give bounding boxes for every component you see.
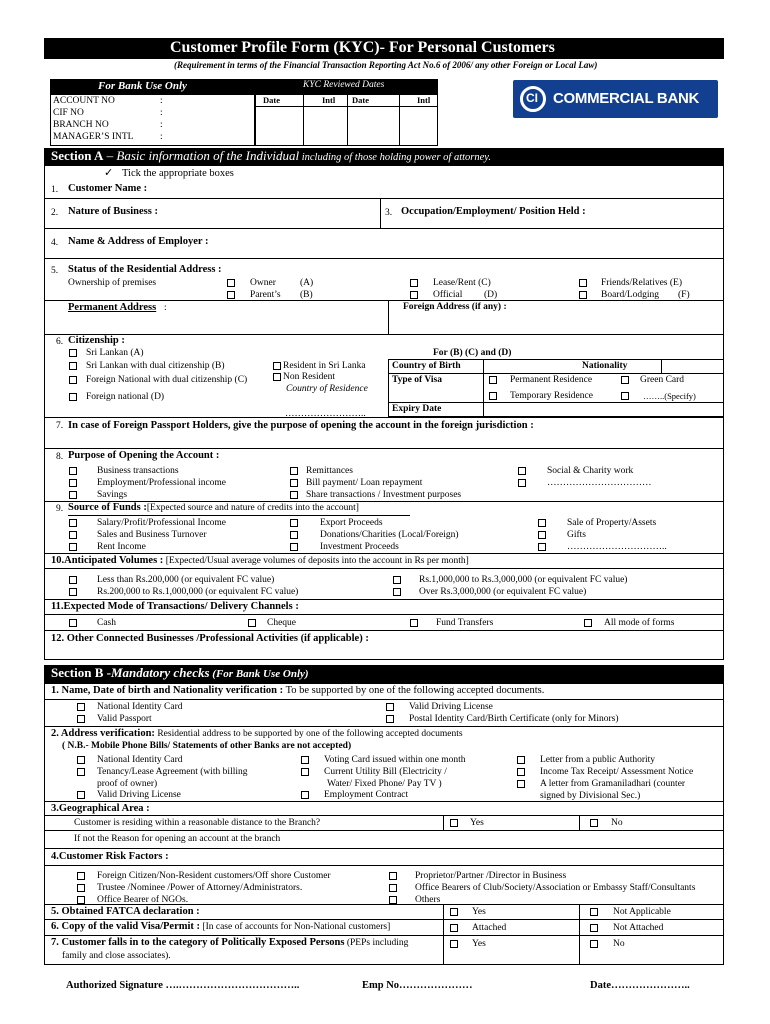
source-of-funds-heading: Source of Funds :[Expected source and nature of credits into the account] (68, 502, 359, 513)
kyc-dates-title: KYC Reviewed Dates (303, 80, 385, 90)
parents-label: Parent’s (250, 290, 281, 300)
funds-checkbox[interactable] (290, 519, 298, 527)
purpose-remittances: Remittances (306, 466, 353, 476)
mode-cash: Cash (97, 618, 116, 628)
nationality-label: Nationality (582, 361, 628, 371)
funds-gifts: Gifts (567, 530, 586, 540)
type-of-visa-label: Type of Visa (392, 375, 442, 385)
bank-use-heading: For Bank Use Only (98, 80, 187, 92)
mode-all: All mode of forms (604, 618, 675, 628)
purpose-label: Purpose of Opening the Account : (68, 450, 220, 461)
b4-checkbox[interactable] (389, 884, 397, 892)
b6-attached: Attached (472, 923, 507, 933)
citizen-c-checkbox[interactable] (69, 376, 77, 384)
colon: : (160, 108, 163, 118)
b6-attached-checkbox[interactable] (450, 924, 458, 932)
q9-num: 9. (56, 504, 64, 514)
code-b: (B) (300, 290, 313, 300)
emp-no: Emp No………………… (362, 980, 473, 991)
form-subtitle: (Requirement in terms of the Financial Transaction Reporting Act No.6 of 2006/ any other Foreign or Local Law) (174, 60, 598, 70)
q1-num: 1. (51, 185, 59, 195)
kyc-col-date: Date (263, 95, 280, 105)
purpose-savings: Savings (97, 490, 128, 500)
b3-yes-checkbox[interactable] (450, 819, 458, 827)
b5-yes: Yes (472, 907, 486, 917)
citizen-c-label: Foreign National with dual citizenship (C) (86, 375, 248, 385)
b3-yes: Yes (470, 818, 484, 828)
lease-checkbox[interactable] (410, 279, 418, 287)
occupation-label: Occupation/Employment/ Position Held : (401, 206, 586, 217)
mode-checkbox[interactable] (410, 619, 418, 627)
b5-na: Not Applicable (613, 907, 671, 917)
b5-heading: 5. Obtained FATCA declaration : (51, 906, 200, 917)
b2-checkbox[interactable] (77, 791, 85, 799)
b4-checkbox[interactable] (77, 896, 85, 904)
b4-others: Others (415, 895, 441, 905)
purpose-other-dots: …………………………… (547, 478, 652, 488)
resident-checkbox[interactable] (273, 362, 281, 370)
b7-note: family and close associates). (62, 951, 171, 961)
country-of-birth-label: Country of Birth (392, 361, 461, 371)
b2-tenancy: Tenancy/Lease Agreement (with billing (97, 767, 248, 777)
colon: : (160, 96, 163, 106)
temporary-residence-label: Temporary Residence (510, 391, 593, 401)
check-mark-icon: ✓ (104, 166, 114, 179)
official-label: Official (433, 290, 463, 300)
bank-logo (513, 80, 718, 118)
b4-trustee: Trustee /Nominee /Power of Attorney/Administrators. (97, 883, 303, 893)
account-no-label: ACCOUNT NO (53, 96, 115, 106)
b4-checkbox[interactable] (389, 872, 397, 880)
colon: : (164, 303, 167, 313)
b3-heading: 3.Geographical Area : (51, 803, 150, 814)
funds-export: Export Proceeds (320, 518, 383, 528)
section-a-heading: Section A – Basic information of the Individual including of those holding power of attorney. (51, 148, 492, 163)
form-title: Customer Profile Form (KYC)- For Personal Customers (170, 39, 555, 56)
b7-yes: Yes (472, 939, 486, 949)
colon: : (160, 120, 163, 130)
permanent-address-label: Permanent Address (68, 302, 157, 313)
lease-label: Lease/Rent (C) (433, 278, 491, 288)
b3-no: No (611, 818, 623, 828)
parents-checkbox[interactable] (227, 291, 235, 299)
purpose-checkbox[interactable] (290, 467, 298, 475)
nonresident-label: Non Resident (283, 372, 335, 382)
q5-num: 5. (51, 266, 59, 276)
b3-no-checkbox[interactable] (590, 819, 598, 827)
friends-checkbox[interactable] (579, 279, 587, 287)
funds-checkbox[interactable] (69, 543, 77, 551)
purpose-checkbox[interactable] (518, 467, 526, 475)
tick-instruction: Tick the appropriate boxes (122, 168, 234, 179)
footer-date: Date………………….. (590, 980, 690, 991)
b2-checkbox[interactable] (301, 791, 309, 799)
funds-salary: Salary/Profit/Professional Income (97, 518, 227, 528)
authorized-signature: Authorized Signature ….…………………………….. (66, 980, 300, 991)
purpose-checkbox[interactable] (518, 479, 526, 487)
b2-checkbox[interactable] (517, 780, 525, 788)
employer-label: Name & Address of Employer : (68, 236, 209, 247)
b2-checkbox[interactable] (77, 756, 85, 764)
logo-mark-icon (520, 86, 546, 112)
boarding-checkbox[interactable] (579, 291, 587, 299)
q6-num: 6. (56, 337, 64, 347)
connected-businesses-label: 12. Other Connected Businesses /Professional Activities (if applicable) : (51, 633, 369, 644)
volume-checkbox[interactable] (393, 576, 401, 584)
citizen-a-checkbox[interactable] (69, 349, 77, 357)
for-bcd-label: For (B) (C) and (D) (433, 348, 512, 358)
volume-checkbox[interactable] (393, 588, 401, 596)
purpose-checkbox[interactable] (69, 479, 77, 487)
funds-sales: Sales and Business Turnover (97, 530, 207, 540)
b2-checkbox[interactable] (517, 756, 525, 764)
funds-rent: Rent Income (97, 542, 146, 552)
b5-yes-checkbox[interactable] (450, 908, 458, 916)
b1-checkbox[interactable] (77, 703, 85, 711)
b4-checkbox[interactable] (389, 896, 397, 904)
b2-voting-card: Voting Card issued within one month (324, 755, 466, 765)
ownership-label: Ownership of premises (68, 278, 157, 288)
purpose-social-charity: Social & Charity work (547, 466, 634, 476)
b4-heading: 4.Customer Risk Factors : (51, 851, 169, 862)
purpose-business: Business transactions (97, 466, 179, 476)
owner-checkbox[interactable] (227, 279, 235, 287)
boarding-label: Board/Lodging (601, 290, 660, 300)
b2-income-tax: Income Tax Receipt/ Assessment Notice (540, 767, 694, 777)
q2-num: 2. (51, 208, 59, 218)
customer-name-label: Customer Name : (68, 183, 148, 194)
q8-num: 8. (56, 452, 64, 462)
citizen-d-checkbox[interactable] (69, 393, 77, 401)
mode-fund-transfers: Fund Transfers (436, 618, 494, 628)
q3-num: 3. (385, 208, 393, 218)
delivery-channels-label: 11.Expected Mode of Transactions/ Delivery Channels : (51, 601, 299, 612)
b2-tenancy-cont: proof of owner) (97, 779, 158, 789)
purpose-checkbox[interactable] (290, 491, 298, 499)
b7-no-checkbox[interactable] (590, 940, 598, 948)
cif-no-label: CIF NO (53, 108, 84, 118)
specify-checkbox[interactable] (621, 392, 629, 400)
b2-checkbox[interactable] (77, 768, 85, 776)
purpose-checkbox[interactable] (69, 491, 77, 499)
b4-foreign-citizen: Foreign Citizen/Non-Resident customers/Off shore Customer (97, 871, 331, 881)
b2-driving-license: Valid Driving License (97, 790, 181, 800)
residential-status-label: Status of the Residential Address : (68, 264, 222, 275)
mode-cheque: Cheque (267, 618, 297, 628)
residence-dots: …………………….. (285, 409, 366, 419)
foreign-address-label: Foreign Address (if any) : (403, 302, 507, 312)
nature-of-business-label: Nature of Business : (68, 206, 158, 217)
b2-checkbox[interactable] (301, 756, 309, 764)
b6-not-attached: Not Attached (613, 923, 664, 933)
funds-checkbox[interactable] (538, 519, 546, 527)
b2-public-authority: Letter from a public Authority (540, 755, 656, 765)
b1-checkbox[interactable] (386, 703, 394, 711)
b1-heading: 1. Name, Date of birth and Nationality verification : To be supported by one of the following accepted documents. (51, 685, 545, 696)
b2-checkbox[interactable] (301, 768, 309, 776)
code-a: (A) (300, 278, 314, 288)
b6-heading: 6. Copy of the valid Visa/Permit : [In case of accounts for Non-National customers] (51, 921, 391, 932)
b1-nic: National Identity Card (97, 702, 183, 712)
foreign-passport-label: In case of Foreign Passport Holders, give the purpose of opening the account in the foreign jurisdiction : (68, 420, 534, 431)
b2-checkbox[interactable] (517, 768, 525, 776)
funds-checkbox[interactable] (290, 531, 298, 539)
b2-gramaniladhari-cont: signed by Divisional Sec.) (540, 791, 641, 801)
mode-checkbox[interactable] (69, 619, 77, 627)
funds-property: Sale of Property/Assets (567, 518, 657, 528)
funds-checkbox[interactable] (290, 543, 298, 551)
purpose-checkbox[interactable] (69, 467, 77, 475)
temporary-residence-checkbox[interactable] (489, 392, 497, 400)
funds-donations: Donations/Charities (Local/Foreign) (320, 530, 459, 540)
b1-passport: Valid Passport (97, 714, 152, 724)
funds-checkbox[interactable] (69, 519, 77, 527)
expiry-date-label: Expiry Date (392, 404, 442, 414)
citizenship-label: Citizenship : (68, 335, 125, 346)
funds-checkbox[interactable] (69, 531, 77, 539)
purpose-employment: Employment/Professional income (97, 478, 227, 488)
resident-label: Resident in Sri Lanka (283, 361, 366, 371)
q7-num: 7. (56, 421, 64, 431)
b4-checkbox[interactable] (77, 872, 85, 880)
b1-postal-id: Postal Identity Card/Birth Certificate (only for Minors) (409, 714, 619, 724)
b1-checkbox[interactable] (77, 715, 85, 723)
volume-200k-1m: Rs.200,000 to Rs.1,000,000 (or equivalent FC value) (97, 587, 299, 597)
nonresident-checkbox[interactable] (273, 373, 281, 381)
volume-checkbox[interactable] (69, 576, 77, 584)
b7-heading: 7. Customer falls in to the category of Politically Exposed Persons (PEPs including (51, 937, 409, 948)
permanent-residence-label: Permanent Residence (510, 375, 593, 385)
b3-reason: If not the Reason for opening an account at the branch (74, 834, 281, 844)
b2-utility-bill-cont: Water/ Fixed Phone/ Pay TV ) (327, 779, 442, 789)
volume-over-3m: Over Rs.3,000,000 (or equivalent FC value) (419, 587, 587, 597)
q4-num: 4. (51, 238, 59, 248)
citizen-b-label: Sri Lankan with dual citizenship (B) (86, 361, 225, 371)
volume-1m-3m: Rs.1,000,000 to Rs.3,000,000 (or equivalent FC value) (419, 575, 628, 585)
citizen-d-label: Foreign national (D) (86, 392, 165, 402)
official-checkbox[interactable] (410, 291, 418, 299)
b1-driving-license: Valid Driving License (409, 702, 493, 712)
friends-label: Friends/Relatives (E) (601, 278, 682, 288)
funds-checkbox[interactable] (538, 531, 546, 539)
branch-no-label: BRANCH NO (53, 120, 109, 130)
mode-checkbox[interactable] (248, 619, 256, 627)
kyc-col-intl: Intl (322, 95, 336, 105)
b7-no: No (613, 939, 625, 949)
purpose-checkbox[interactable] (290, 479, 298, 487)
b5-na-checkbox[interactable] (590, 908, 598, 916)
manager-intl-label: MANAGER’S INTL (53, 132, 134, 142)
funds-other-dots: ………………………….. (567, 542, 667, 552)
b4-ngo: Office Bearer of NGOs. (97, 895, 189, 905)
b1-checkbox[interactable] (386, 715, 394, 723)
purpose-bill-payment: Bill payment/ Loan repayment (306, 478, 423, 488)
mode-checkbox[interactable] (584, 619, 592, 627)
b2-heading: 2. Address verification: Residential address to be supported by one of the following accepted documents (51, 728, 463, 739)
volume-checkbox[interactable] (69, 588, 77, 596)
green-card-checkbox[interactable] (621, 376, 629, 384)
b3-question: Customer is residing within a reasonable distance to the Branch? (74, 818, 321, 828)
specify-label: ……..(Specify) (643, 391, 696, 401)
citizen-b-checkbox[interactable] (69, 362, 77, 370)
owner-label: Owner (250, 278, 276, 288)
b4-checkbox[interactable] (77, 884, 85, 892)
b2-nic: National Identity Card (97, 755, 183, 765)
code-d: (D) (484, 290, 498, 300)
b2-note: ( N.B.- Mobile Phone Bills/ Statements of other Banks are not accepted) (62, 741, 352, 751)
permanent-residence-checkbox[interactable] (489, 376, 497, 384)
kyc-col-date: Date (352, 95, 369, 105)
country-residence-label: Country of Residence (286, 384, 368, 394)
funds-checkbox[interactable] (538, 543, 546, 551)
b4-office-bearers: Office Bearers of Club/Society/Association or Embassy Staff/Consultants (415, 883, 696, 893)
b7-yes-checkbox[interactable] (450, 940, 458, 948)
colon: : (160, 132, 163, 142)
citizen-a-label: Sri Lankan (A) (86, 348, 144, 358)
b2-utility-bill: Current Utility Bill (Electricity / (324, 767, 447, 777)
logo-text: COMMERCIAL BANK (553, 90, 700, 107)
green-card-label: Green Card (640, 375, 685, 385)
b4-proprietor: Proprietor/Partner /Director in Business (415, 871, 567, 881)
volume-less-200k: Less than Rs.200,000 (or equivalent FC value) (97, 575, 275, 585)
anticipated-volumes-heading: 10.Anticipated Volumes : [Expected/Usual average volumes of deposits into the account in Rs per month] (51, 555, 469, 566)
section-b-heading: Section B -Mandatory checks (For Bank Use Only) (51, 665, 309, 680)
b6-not-attached-checkbox[interactable] (590, 924, 598, 932)
kyc-col-intl: Intl (417, 95, 431, 105)
logo-mark-text: CI (526, 91, 538, 105)
b2-gramaniladhari: A letter from Gramaniladhari (counter (540, 779, 686, 789)
code-f: (F) (678, 290, 690, 300)
purpose-share-transactions: Share transactions / Investment purposes (306, 490, 462, 500)
funds-investment: Investment Proceeds (320, 542, 399, 552)
b2-employment-contract: Employment Contract (324, 790, 409, 800)
